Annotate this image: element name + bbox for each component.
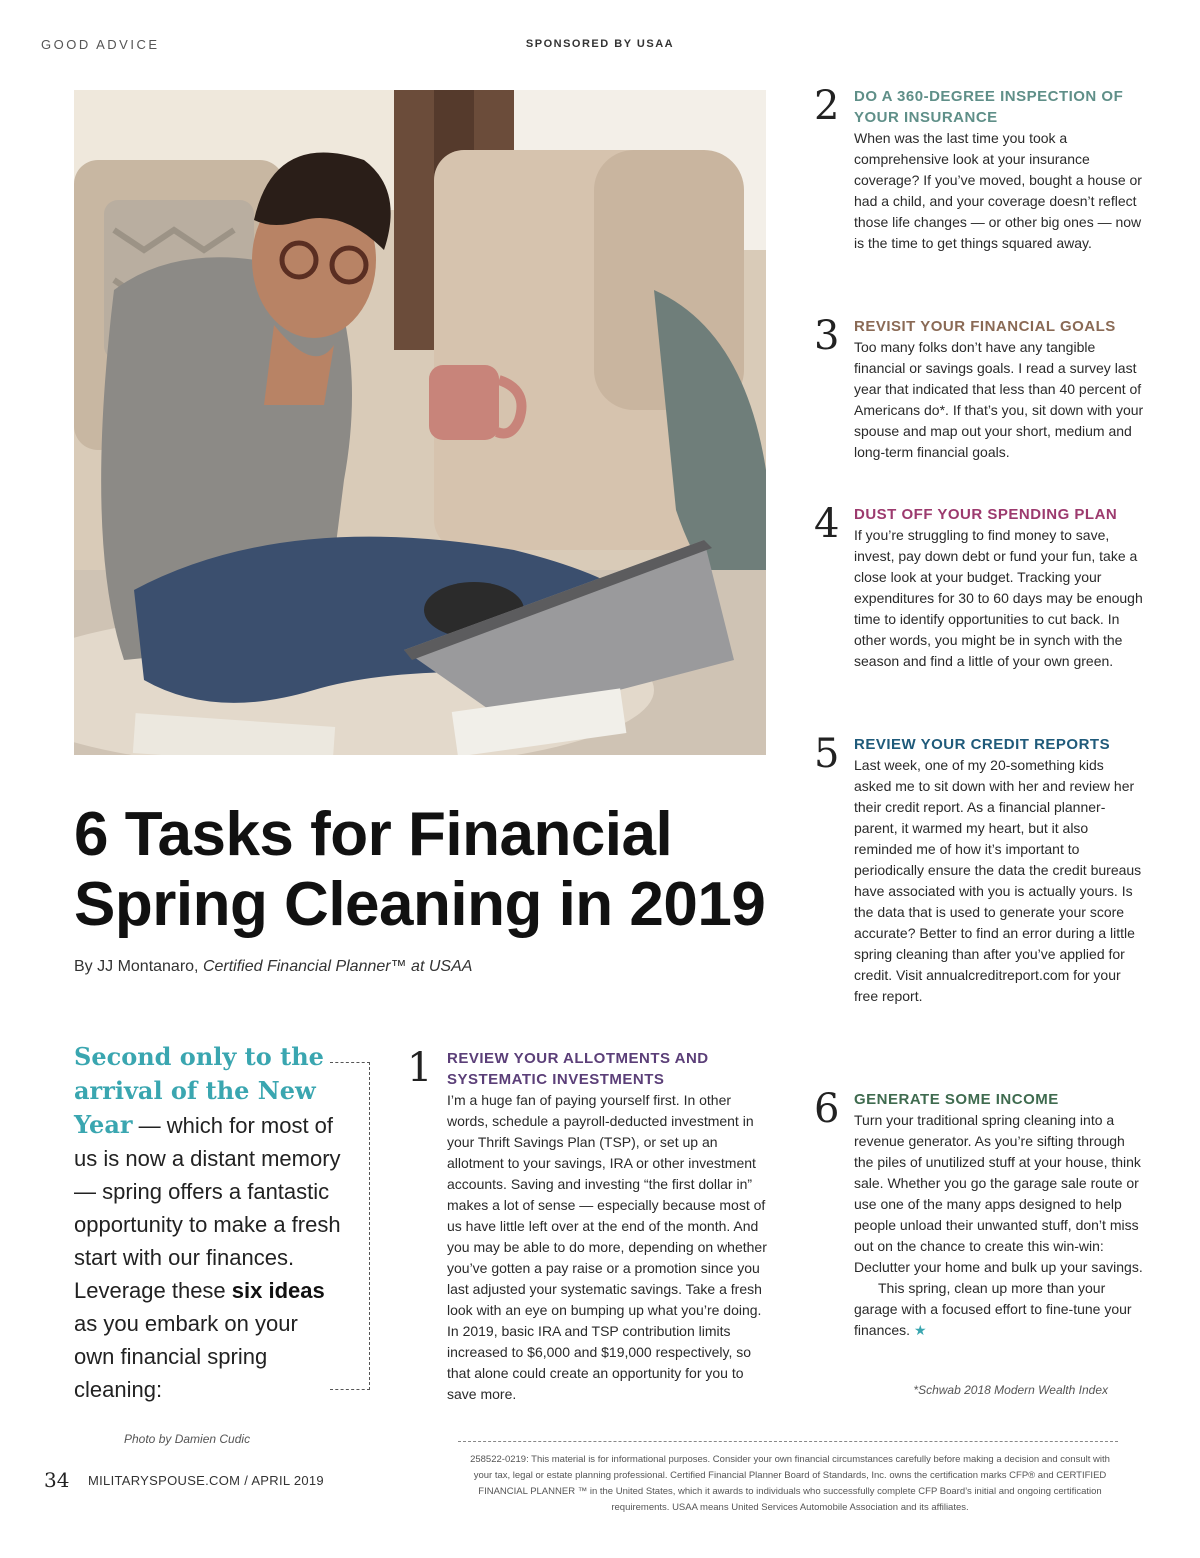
intro-text-1: — which for most of us is now a distant memory — spring offers a fantastic opportunity to make a fresh start with our finances. Leverage these: [74, 1113, 341, 1303]
task-title: REVIEW YOUR CREDIT REPORTS: [854, 736, 1111, 753]
section-label: GOOD ADVICE: [41, 37, 160, 52]
task-title: REVIEW YOUR ALLOTMENTS AND SYSTEMATIC INVESTMENTS: [447, 1050, 709, 1088]
photo-illustration: [74, 90, 766, 755]
disclaimer-divider: [458, 1441, 1118, 1442]
page-number: 34: [44, 1468, 70, 1492]
byline-role: Certified Financial Planner™ at USAA: [202, 958, 473, 975]
intro-paragraph: [74, 1040, 344, 1406]
footnote: *Schwab 2018 Modern Wealth Index: [913, 1383, 1108, 1397]
task-body: When was the last time you took a comprehensive look at your insurance coverage? If you’ve moved, bought a house or had a child, and your coverage doesn’t reflect those life changes — or other big ones — now is the time to get things squared away.: [854, 130, 1142, 251]
task-number: 4: [814, 501, 840, 547]
task-number: 6: [814, 1086, 840, 1132]
article-photo: [74, 90, 766, 755]
task-title: DO A 360-DEGREE INSPECTION OF YOUR INSURANCE: [854, 88, 1124, 126]
intro-bracket-divider: [330, 1062, 370, 1390]
task-title: DUST OFF YOUR SPENDING PLAN: [854, 506, 1118, 523]
task-body: I’m a huge fan of paying yourself first. In other words, schedule a payroll-deducted investment in your Thrift Savings Plan (TSP), or set up an allotment to your savings, IRA or other investment accounts. Saving and investing “the first dollar in” makes a lot of sense — especially because most of us have little left over at the end of the month. And you may be able to do more, depending on whether you’ve gotten a pay raise or a promotion since you last adjusted your systematic savings. Take a fresh look with an eye on bumping up what you’re doing. In 2019, basic IRA and TSP contribution limits increased to $6,000 and $19,000 respectively, so that alone could create an opportunity for you to save more.: [447, 1092, 767, 1402]
disclaimer: 258522-0219: This material is for informational purposes. Consider your own financial circumstances carefully before making a decision and consult with your tax, legal or estate planning professional. Certified Financial Planner Board of Standards, Inc. owns the certification marks CFP® and CERTIFIED FINANCIAL PLANNER ™ in the United States, which it awards to individuals who successfully complete CFP Board’s initial and ongoing certification requirements. USAA means United Services Automobile Association and its affiliates.: [470, 1454, 1110, 1513]
task-body: Too many folks don’t have any tangible financial or savings goals. I read a survey last year that indicated that less than 40 percent of Americans do*. If that’s you, sit down with your spouse and map out your short, medium and long-term financial goals.: [854, 339, 1144, 460]
intro-text-2: as you embark on your own financial spring cleaning:: [74, 1311, 298, 1402]
task-body: [854, 1110, 1144, 1341]
footer-publication: [88, 1473, 324, 1488]
task-body-text: Turn your traditional spring cleaning into a revenue generator. As you’re sifting through the piles of unutilized stuff at your house, think sale. Whether you go the garage sale route or use one of the many apps designed to help people unload their unwanted stuff, don’t miss out on the chance to create this win-win: Declutter your home and bulk up your savings.: [854, 1112, 1143, 1275]
sponsor-label: SPONSORED BY USAA: [525, 38, 675, 50]
intro-lead: Second only to the arrival of the New Year: [74, 1042, 324, 1139]
task-closing-text: This spring, clean up more than your garage with a focused effort to fine-tune your finances.: [854, 1280, 1132, 1338]
byline-author: By JJ Montanaro,: [74, 958, 203, 975]
byline: [74, 958, 472, 976]
task-body: Last week, one of my 20-something kids asked me to sit down with her and review her their credit report. As a financial planner-parent, it warmed my heart, but it also reminded me of how it’s important to periodically ensure the data the credit bureaus have associated with you is actually yours. Is the data that is used to generate your score accurate? Better to find an error during a little spring cleaning than after you’ve applied for credit. Visit annualcreditreport.com for your free report.: [854, 757, 1142, 1004]
task-body: If you’re struggling to find money to save, invest, pay down debt or fund your fun, take a close look at your budget. Tracking your expenditures for 30 to 60 days may be enough time to identify opportunities to cut back. In other words, you might be in synch with the season and find a little of your own green.: [854, 527, 1143, 669]
headline-line-2: Spring Cleaning in 2019: [74, 870, 766, 939]
issue-date: APRIL 2019: [251, 1473, 324, 1488]
task-title: REVISIT YOUR FINANCIAL GOALS: [854, 318, 1116, 335]
task-number: 1: [407, 1045, 433, 1091]
task-number: 3: [814, 313, 840, 359]
headline-line-1: 6 Tasks for Financial: [74, 800, 673, 869]
footer-separator: /: [244, 1473, 249, 1488]
task-title: GENERATE SOME INCOME: [854, 1091, 1059, 1108]
task-number: 2: [814, 83, 840, 129]
intro-bold: six ideas: [231, 1278, 325, 1303]
star-icon: ★: [913, 1322, 927, 1338]
task-closing: [854, 1278, 1144, 1341]
task-number: 5: [814, 731, 840, 777]
publication-name: MILITARYSPOUSE.COM: [88, 1473, 241, 1488]
photo-credit: Photo by Damien Cudic: [124, 1432, 251, 1446]
headline: [74, 800, 774, 940]
